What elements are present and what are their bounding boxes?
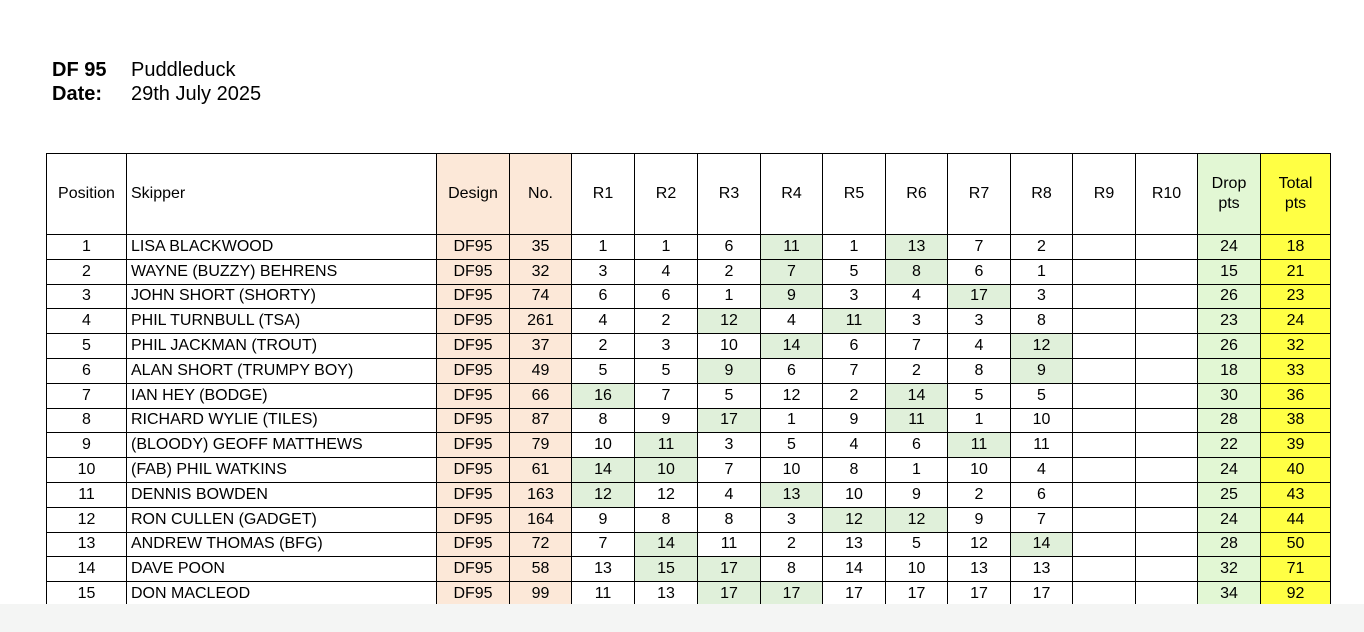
race-result-cell	[1136, 334, 1198, 359]
race-result-cell: 12	[761, 383, 823, 408]
race-result-cell: 1	[886, 458, 948, 483]
race-result-cell	[1136, 284, 1198, 309]
total-pts-cell: 38	[1261, 408, 1331, 433]
race-result-cell: 1	[948, 408, 1011, 433]
race-result-cell: 1	[698, 284, 761, 309]
position-cell: 12	[47, 507, 127, 532]
col-r10: R10	[1136, 154, 1198, 235]
design-cell: DF95	[437, 482, 510, 507]
race-result-cell: 3	[886, 309, 948, 334]
race-result-cell: 8	[948, 358, 1011, 383]
table-row	[47, 532, 1331, 557]
race-result-cell: 11	[572, 582, 635, 607]
table-row	[47, 284, 1331, 309]
race-result-cell: 5	[823, 259, 886, 284]
race-result-cell	[1073, 309, 1136, 334]
race-result-cell: 2	[823, 383, 886, 408]
race-result-cell: 17	[761, 582, 823, 607]
drop-pts-cell: 24	[1198, 235, 1261, 260]
drop-pts-cell: 15	[1198, 259, 1261, 284]
position-cell: 11	[47, 482, 127, 507]
race-result-cell	[1136, 582, 1198, 607]
sail-number-cell: 72	[510, 532, 572, 557]
race-result-cell	[1073, 259, 1136, 284]
race-result-cell	[1073, 284, 1136, 309]
race-result-cell: 4	[698, 482, 761, 507]
race-result-cell	[1136, 433, 1198, 458]
race-result-cell: 14	[761, 334, 823, 359]
race-result-cell: 2	[761, 532, 823, 557]
race-result-cell: 10	[823, 482, 886, 507]
race-result-cell: 11	[886, 408, 948, 433]
race-result-cell: 11	[698, 532, 761, 557]
skipper-cell: JOHN SHORT (SHORTY)	[127, 284, 437, 309]
race-result-cell: 7	[948, 235, 1011, 260]
col-sail-no: No.	[510, 154, 572, 235]
total-pts-cell: 33	[1261, 358, 1331, 383]
race-result-cell: 11	[761, 235, 823, 260]
race-result-cell: 12	[948, 532, 1011, 557]
race-result-cell: 13	[823, 532, 886, 557]
position-cell: 14	[47, 557, 127, 582]
race-result-cell: 8	[635, 507, 698, 532]
race-result-cell	[1136, 458, 1198, 483]
race-result-cell: 2	[572, 334, 635, 359]
position-cell: 1	[47, 235, 127, 260]
position-cell: 5	[47, 334, 127, 359]
race-result-cell	[1073, 582, 1136, 607]
race-result-cell: 1	[823, 235, 886, 260]
race-result-cell: 5	[1011, 383, 1073, 408]
race-result-cell: 6	[948, 259, 1011, 284]
drop-pts-cell: 28	[1198, 408, 1261, 433]
race-result-cell: 17	[948, 284, 1011, 309]
design-cell: DF95	[437, 358, 510, 383]
race-result-cell: 8	[823, 458, 886, 483]
sail-number-cell: 37	[510, 334, 572, 359]
skipper-cell: RICHARD WYLIE (TILES)	[127, 408, 437, 433]
sail-number-cell: 49	[510, 358, 572, 383]
race-result-cell: 9	[698, 358, 761, 383]
race-result-cell	[1073, 235, 1136, 260]
race-result-cell: 8	[886, 259, 948, 284]
race-result-cell: 10	[572, 433, 635, 458]
race-result-cell: 6	[886, 433, 948, 458]
race-result-cell: 17	[948, 582, 1011, 607]
race-result-cell	[1136, 309, 1198, 334]
table-row	[47, 408, 1331, 433]
race-result-cell: 1	[572, 235, 635, 260]
race-result-cell: 7	[823, 358, 886, 383]
race-result-cell	[1136, 358, 1198, 383]
race-result-cell: 9	[948, 507, 1011, 532]
design-cell: DF95	[437, 408, 510, 433]
drop-pts-cell: 23	[1198, 309, 1261, 334]
position-cell: 13	[47, 532, 127, 557]
race-result-cell	[1136, 235, 1198, 260]
total-pts-cell: 23	[1261, 284, 1331, 309]
race-result-cell: 10	[635, 458, 698, 483]
race-result-cell: 17	[1011, 582, 1073, 607]
design-cell: DF95	[437, 532, 510, 557]
race-result-cell: 10	[698, 334, 761, 359]
col-r3: R3	[698, 154, 761, 235]
design-cell: DF95	[437, 309, 510, 334]
results-header	[52, 58, 261, 106]
table-row	[47, 383, 1331, 408]
position-cell: 3	[47, 284, 127, 309]
design-cell: DF95	[437, 334, 510, 359]
total-pts-cell: 18	[1261, 235, 1331, 260]
drop-pts-cell: 24	[1198, 458, 1261, 483]
sail-number-cell: 87	[510, 408, 572, 433]
race-result-cell: 1	[1011, 259, 1073, 284]
col-r5: R5	[823, 154, 886, 235]
race-result-cell: 6	[635, 284, 698, 309]
race-result-cell: 17	[698, 408, 761, 433]
col-position: Position	[47, 154, 127, 235]
col-r6: R6	[886, 154, 948, 235]
sail-number-cell: 58	[510, 557, 572, 582]
design-cell: DF95	[437, 284, 510, 309]
design-cell: DF95	[437, 458, 510, 483]
race-result-cell	[1073, 408, 1136, 433]
race-result-cell	[1073, 383, 1136, 408]
sail-number-cell: 79	[510, 433, 572, 458]
race-result-cell: 13	[886, 235, 948, 260]
race-result-cell: 6	[823, 334, 886, 359]
race-result-cell	[1136, 557, 1198, 582]
drop-pts-cell: 30	[1198, 383, 1261, 408]
sail-number-cell: 74	[510, 284, 572, 309]
race-result-cell: 4	[1011, 458, 1073, 483]
race-result-cell: 8	[761, 557, 823, 582]
sail-number-cell: 163	[510, 482, 572, 507]
race-result-cell: 1	[635, 235, 698, 260]
drop-pts-cell: 34	[1198, 582, 1261, 607]
race-result-cell: 12	[635, 482, 698, 507]
drop-pts-cell: 22	[1198, 433, 1261, 458]
race-result-cell: 3	[761, 507, 823, 532]
race-result-cell: 4	[886, 284, 948, 309]
race-result-cell: 7	[761, 259, 823, 284]
race-result-cell	[1073, 433, 1136, 458]
design-cell: DF95	[437, 383, 510, 408]
race-result-cell: 5	[761, 433, 823, 458]
race-result-cell: 4	[572, 309, 635, 334]
results-body	[47, 235, 1331, 607]
col-total-pts: Total pts	[1261, 154, 1331, 235]
total-pts-cell: 50	[1261, 532, 1331, 557]
sail-number-cell: 164	[510, 507, 572, 532]
race-result-cell: 5	[635, 358, 698, 383]
race-result-cell: 13	[761, 482, 823, 507]
total-pts-cell: 39	[1261, 433, 1331, 458]
position-cell: 15	[47, 582, 127, 607]
position-cell: 6	[47, 358, 127, 383]
race-result-cell	[1136, 383, 1198, 408]
race-result-cell: 9	[572, 507, 635, 532]
skipper-cell: ANDREW THOMAS (BFG)	[127, 532, 437, 557]
table-row	[47, 582, 1331, 607]
drop-pts-cell: 24	[1198, 507, 1261, 532]
drop-pts-cell: 28	[1198, 532, 1261, 557]
col-r8: R8	[1011, 154, 1073, 235]
col-r4: R4	[761, 154, 823, 235]
table-row	[47, 557, 1331, 582]
design-cell: DF95	[437, 507, 510, 532]
class-label: DF 95	[52, 59, 107, 81]
col-r1: R1	[572, 154, 635, 235]
sail-number-cell: 66	[510, 383, 572, 408]
race-result-cell: 12	[698, 309, 761, 334]
race-result-cell: 12	[572, 482, 635, 507]
race-result-cell: 11	[1011, 433, 1073, 458]
position-cell: 4	[47, 309, 127, 334]
race-result-cell: 14	[572, 458, 635, 483]
skipper-cell: (FAB) PHIL WATKINS	[127, 458, 437, 483]
table-row	[47, 433, 1331, 458]
race-result-cell: 9	[823, 408, 886, 433]
race-result-cell: 15	[635, 557, 698, 582]
race-result-cell: 3	[948, 309, 1011, 334]
sail-number-cell: 99	[510, 582, 572, 607]
race-result-cell: 4	[948, 334, 1011, 359]
race-result-cell: 3	[635, 334, 698, 359]
race-result-cell: 1	[761, 408, 823, 433]
position-cell: 10	[47, 458, 127, 483]
race-result-cell: 7	[886, 334, 948, 359]
race-result-cell: 8	[572, 408, 635, 433]
table-row	[47, 259, 1331, 284]
race-result-cell	[1136, 408, 1198, 433]
skipper-cell: ALAN SHORT (TRUMPY BOY)	[127, 358, 437, 383]
race-result-cell: 7	[635, 383, 698, 408]
total-pts-cell: 92	[1261, 582, 1331, 607]
skipper-cell: WAYNE (BUZZY) BEHRENS	[127, 259, 437, 284]
design-cell: DF95	[437, 557, 510, 582]
sail-number-cell: 35	[510, 235, 572, 260]
race-result-cell: 4	[635, 259, 698, 284]
total-pts-cell: 32	[1261, 334, 1331, 359]
race-result-cell	[1073, 358, 1136, 383]
race-result-cell: 2	[948, 482, 1011, 507]
race-result-cell: 2	[635, 309, 698, 334]
skipper-cell: LISA BLACKWOOD	[127, 235, 437, 260]
race-result-cell	[1073, 458, 1136, 483]
race-result-cell: 13	[948, 557, 1011, 582]
race-result-cell: 4	[761, 309, 823, 334]
race-result-cell	[1136, 482, 1198, 507]
race-result-cell	[1073, 557, 1136, 582]
race-result-cell: 8	[698, 507, 761, 532]
race-result-cell: 7	[1011, 507, 1073, 532]
race-result-cell: 8	[1011, 309, 1073, 334]
race-result-cell: 10	[1011, 408, 1073, 433]
race-result-cell	[1136, 507, 1198, 532]
race-result-cell: 14	[1011, 532, 1073, 557]
total-pts-cell: 43	[1261, 482, 1331, 507]
table-row	[47, 358, 1331, 383]
race-result-cell: 17	[698, 582, 761, 607]
col-design: Design	[437, 154, 510, 235]
position-cell: 7	[47, 383, 127, 408]
position-cell: 9	[47, 433, 127, 458]
race-result-cell: 17	[886, 582, 948, 607]
race-result-cell: 6	[572, 284, 635, 309]
race-result-cell: 9	[635, 408, 698, 433]
total-pts-cell: 44	[1261, 507, 1331, 532]
col-drop-pts: Drop pts	[1198, 154, 1261, 235]
col-r9: R9	[1073, 154, 1136, 235]
table-row	[47, 507, 1331, 532]
total-pts-cell: 36	[1261, 383, 1331, 408]
drop-pts-cell: 25	[1198, 482, 1261, 507]
race-result-cell: 2	[1011, 235, 1073, 260]
race-result-cell: 2	[886, 358, 948, 383]
race-result-cell: 12	[886, 507, 948, 532]
race-result-cell: 13	[1011, 557, 1073, 582]
race-result-cell: 10	[886, 557, 948, 582]
race-result-cell: 2	[698, 259, 761, 284]
skipper-cell: PHIL TURNBULL (TSA)	[127, 309, 437, 334]
drop-pts-cell: 18	[1198, 358, 1261, 383]
sail-number-cell: 61	[510, 458, 572, 483]
race-result-cell	[1073, 507, 1136, 532]
race-result-cell	[1136, 259, 1198, 284]
race-result-cell: 6	[698, 235, 761, 260]
drop-pts-cell: 26	[1198, 284, 1261, 309]
table-row	[47, 334, 1331, 359]
sail-number-cell: 261	[510, 309, 572, 334]
position-cell: 8	[47, 408, 127, 433]
race-result-cell: 5	[886, 532, 948, 557]
race-result-cell: 3	[572, 259, 635, 284]
race-result-cell: 9	[761, 284, 823, 309]
date-value: 29th July 2025	[131, 83, 262, 105]
design-cell: DF95	[437, 433, 510, 458]
drop-pts-cell: 26	[1198, 334, 1261, 359]
total-pts-cell: 40	[1261, 458, 1331, 483]
sail-number-cell: 32	[510, 259, 572, 284]
venue-name: Puddleduck	[131, 59, 236, 81]
race-result-cell: 5	[572, 358, 635, 383]
race-result-cell: 12	[1011, 334, 1073, 359]
race-result-cell: 9	[886, 482, 948, 507]
col-r2: R2	[635, 154, 698, 235]
race-result-cell: 7	[698, 458, 761, 483]
skipper-cell: RON CULLEN (GADGET)	[127, 507, 437, 532]
race-result-cell: 10	[948, 458, 1011, 483]
race-result-cell: 13	[572, 557, 635, 582]
page-bottom-band	[0, 604, 1364, 632]
total-pts-cell: 71	[1261, 557, 1331, 582]
drop-pts-cell: 32	[1198, 557, 1261, 582]
date-row	[52, 82, 261, 106]
race-result-cell: 7	[572, 532, 635, 557]
race-result-cell: 13	[635, 582, 698, 607]
race-result-cell: 14	[635, 532, 698, 557]
race-result-cell	[1073, 334, 1136, 359]
race-result-cell: 11	[948, 433, 1011, 458]
race-result-cell: 3	[698, 433, 761, 458]
race-result-cell: 14	[886, 383, 948, 408]
table-row	[47, 309, 1331, 334]
date-label: Date:	[52, 83, 103, 105]
skipper-cell: (BLOODY) GEOFF MATTHEWS	[127, 433, 437, 458]
race-result-cell: 17	[698, 557, 761, 582]
total-pts-cell: 21	[1261, 259, 1331, 284]
design-cell: DF95	[437, 259, 510, 284]
table-row	[47, 235, 1331, 260]
race-result-cell: 16	[572, 383, 635, 408]
col-r7: R7	[948, 154, 1011, 235]
results-table	[46, 153, 1331, 607]
race-result-cell	[1073, 482, 1136, 507]
skipper-cell: PHIL JACKMAN (TROUT)	[127, 334, 437, 359]
skipper-cell: DAVE POON	[127, 557, 437, 582]
race-result-cell: 11	[823, 309, 886, 334]
total-pts-cell: 24	[1261, 309, 1331, 334]
race-result-cell	[1073, 532, 1136, 557]
table-row	[47, 482, 1331, 507]
race-result-cell: 6	[1011, 482, 1073, 507]
race-result-cell: 3	[1011, 284, 1073, 309]
race-result-cell: 11	[635, 433, 698, 458]
race-result-cell	[1136, 532, 1198, 557]
race-result-cell: 9	[1011, 358, 1073, 383]
skipper-cell: DENNIS BOWDEN	[127, 482, 437, 507]
skipper-cell: DON MACLEOD	[127, 582, 437, 607]
race-result-cell: 5	[948, 383, 1011, 408]
race-result-cell: 6	[761, 358, 823, 383]
table-row	[47, 458, 1331, 483]
position-cell: 2	[47, 259, 127, 284]
race-result-cell: 5	[698, 383, 761, 408]
skipper-cell: IAN HEY (BODGE)	[127, 383, 437, 408]
race-result-cell: 17	[823, 582, 886, 607]
design-cell: DF95	[437, 235, 510, 260]
race-result-cell: 14	[823, 557, 886, 582]
class-row	[52, 58, 261, 82]
race-result-cell: 12	[823, 507, 886, 532]
race-result-cell: 10	[761, 458, 823, 483]
race-result-cell: 4	[823, 433, 886, 458]
race-result-cell: 3	[823, 284, 886, 309]
col-skipper: Skipper	[127, 154, 437, 235]
design-cell: DF95	[437, 582, 510, 607]
header-row	[47, 154, 1331, 235]
